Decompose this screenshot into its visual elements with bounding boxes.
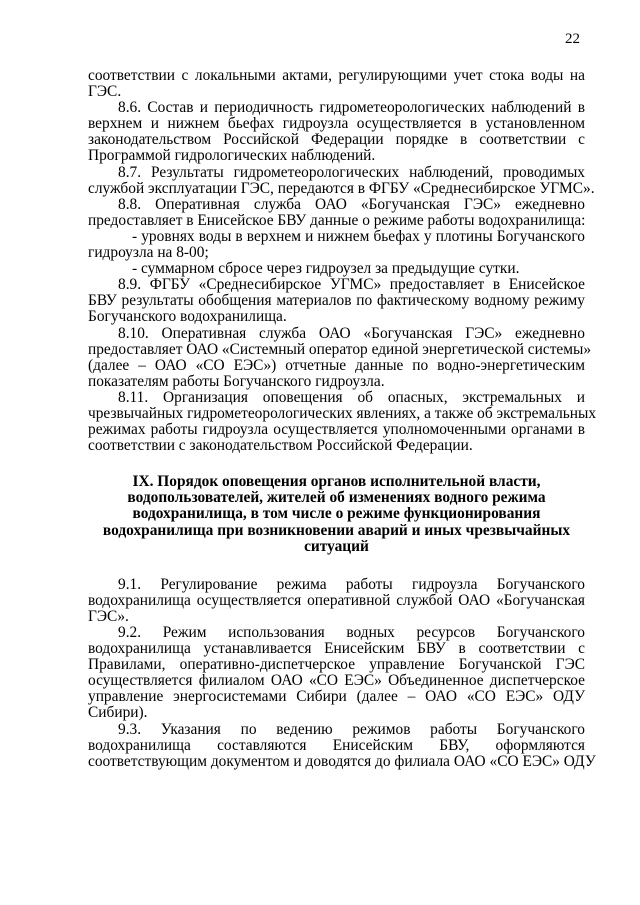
paragraph-9-1 (88, 577, 585, 625)
text-line: Программой гидрологических наблюдений. (88, 147, 376, 165)
text-line: законодательством Российской Федерации порядке в соответствии с (88, 131, 585, 149)
paragraph-continuation (88, 68, 585, 100)
text-line: верхнем и нижнем бьефах гидроузла осуществляется в установленном (88, 115, 585, 133)
document-body (88, 67, 597, 770)
paragraph-8-6 (88, 100, 585, 164)
text-line: 8.10. Оперативная служба ОАО «Богучанская ГЭС» ежедневно (118, 324, 585, 342)
page-number: 22 (565, 31, 580, 47)
paragraph-8-7 (88, 163, 595, 197)
text-line: ГЭС». (88, 607, 129, 625)
text-line: осуществляется филиалом ОАО «СО ЕЭС» Объединенное диспетчерское (88, 672, 585, 690)
text-line: предоставляет ОАО «Системный оператор единой энергетической системы» (88, 340, 592, 358)
paragraphs-section-9 (88, 575, 596, 770)
section-heading-ix (88, 474, 585, 554)
text-line: 8.11. Организация оповещения об опасных, экстремальных и (118, 388, 585, 406)
heading-line: водопользователей, жителей об изменениях водного режима (127, 489, 546, 507)
text-line: 8.6. Состав и периодичность гидрометеорологических наблюдений в (118, 99, 585, 117)
paragraph-9-3 (88, 720, 596, 770)
text-line: - уровнях воды в верхнем и нижнем бьефах у плотины Богучанского (132, 227, 585, 245)
text-line: водохранилища составляются Енисейским БВУ, оформляются (88, 736, 585, 754)
heading-line: IX. Порядок оповещения органов исполнительной власти, (132, 473, 541, 491)
text-line: гидроузла на 8-00; (88, 244, 209, 262)
paragraph-9-2 (88, 625, 585, 722)
text-line: соответствии с законодательством Российской Федерации. (88, 437, 473, 455)
text-line: Правилами, оперативно-диспетчерское управление Богучанской ГЭС (88, 656, 585, 674)
text-line: 9.2. Режим использования водных ресурсов Богучанского (118, 624, 585, 641)
text-line: чрезвычайных гидрометеорологических явлениях, а также об экстремальных (88, 404, 597, 422)
text-line: предоставляет в Енисейское БВУ данные о режиме работы водохранилища: (88, 211, 586, 229)
paragraph-8-11 (88, 388, 597, 455)
text-line: 9.3. Указания по ведению режимов работы Богучанского (118, 720, 585, 738)
text-line: 8.7. Результаты гидрометеорологических наблюдений, проводимых (118, 163, 585, 181)
paragraph-8-8 (88, 197, 585, 277)
paragraphs-section-8 (88, 67, 597, 455)
text-line: Сибири). (88, 704, 148, 722)
text-line: 8.8. Оперативная служба ОАО «Богучанская ГЭС» ежедневно (118, 195, 585, 213)
text-line: 9.1. Регулирование режима работы гидроузла Богучанского (118, 575, 585, 593)
text-line: показателям работы Богучанского гидроузла. (88, 372, 385, 390)
text-line: БВУ результаты обобщения материалов по фактическому водному режиму (88, 292, 585, 310)
text-line: ГЭС. (88, 83, 122, 101)
paragraph-8-9 (88, 277, 585, 325)
text-line: соответствии с локальными актами, регулирующими учет стока воды на (88, 67, 585, 84)
text-line: водохранилища осуществляется оперативной службой ОАО «Богучанская (88, 591, 585, 609)
heading-line: водохранилища, в том числе о режиме функционирования (132, 505, 541, 523)
text-line: (далее – ОАО «СО ЕЭС») отчетные данные по водно-энергетическим (88, 356, 585, 374)
text-line: водохранилища устанавливается Енисейским БВУ в соответствии с (88, 640, 585, 658)
heading-line: ситуаций (304, 537, 369, 555)
text-line: режимах работы гидроузла осуществляется уполномоченными органами в (88, 421, 585, 439)
heading-line: водохранилища при возникновении аварий и иных чрезвычайных (102, 521, 571, 539)
text-line: соответствующим документом и доводятся до филиала ОАО «СО ЕЭС» ОДУ (88, 752, 596, 770)
text-line: управление энергосистемами Сибири (далее – ОАО «СО ЕЭС» ОДУ (88, 688, 585, 706)
text-line: 8.9. ФГБУ «Среднесибирское УГМС» предоставляет в Енисейское (118, 276, 585, 294)
text-line: - суммарном сбросе через гидроузел за предыдущие сутки. (132, 260, 520, 278)
paragraph-8-10 (88, 324, 592, 390)
text-line: службой эксплуатации ГЭС, передаются в ФГБУ «Среднесибирское УГМС». (88, 179, 595, 197)
text-line: Богучанского водохранилища. (88, 308, 287, 326)
